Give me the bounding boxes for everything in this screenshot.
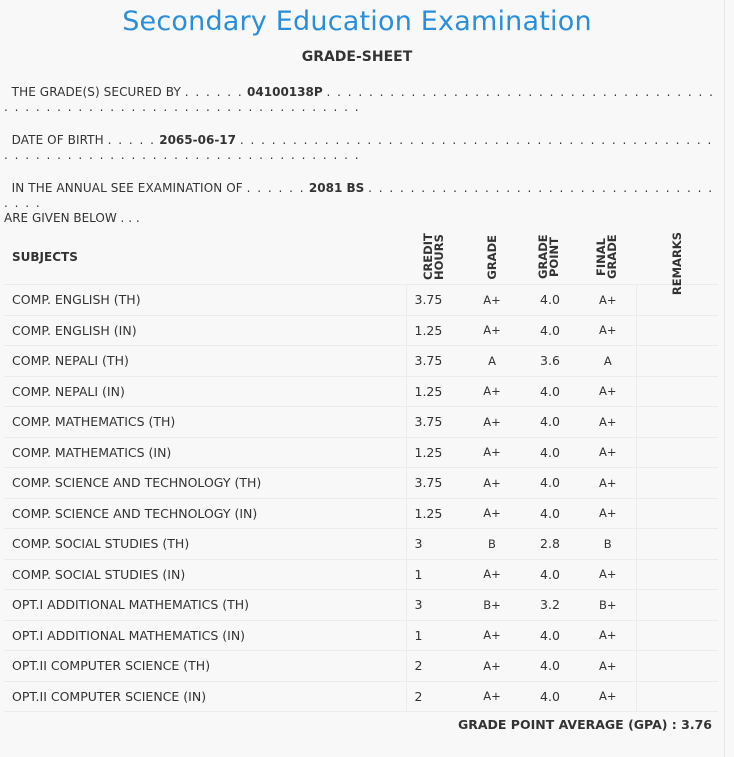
dob-line <box>4 133 716 163</box>
remarks-cell <box>636 590 718 621</box>
credit-cell: 1.25 <box>406 437 464 468</box>
final-grade-cell: A+ <box>580 315 636 346</box>
credit-cell: 3.75 <box>406 346 464 377</box>
grade-cell: A+ <box>464 285 520 316</box>
col-subjects: SUBJECTS <box>4 230 406 285</box>
grade-point-cell: 4.0 <box>520 681 580 712</box>
grades-table <box>4 230 718 712</box>
col-remarks-label: REMARKS <box>669 232 684 296</box>
grade-point-cell: 4.0 <box>520 468 580 499</box>
grade-cell: A+ <box>464 681 520 712</box>
table-header-row <box>4 230 718 285</box>
final-grade-cell: A+ <box>580 681 636 712</box>
grade-cell: A+ <box>464 315 520 346</box>
col-grade-point-label: GRADE POINT <box>536 234 561 280</box>
table-row <box>4 529 718 560</box>
final-grade-cell: A+ <box>580 620 636 651</box>
table-row <box>4 681 718 712</box>
subject-cell: COMP. SCIENCE AND TECHNOLOGY (IN) <box>4 498 406 529</box>
credit-cell: 2 <box>406 651 464 682</box>
col-grade-point <box>520 230 580 285</box>
credit-cell: 3 <box>406 590 464 621</box>
grade-cell: A <box>464 346 520 377</box>
dot-leader: . . . . . . <box>246 181 306 195</box>
dot-leader: . . . . . . <box>184 85 244 99</box>
sheet-title: GRADE-SHEET <box>301 49 413 65</box>
remarks-cell <box>636 468 718 499</box>
remarks-cell <box>636 376 718 407</box>
dot-leader: . . . . . . . . . . . . . . . . . . . . . . . . . . . . . . . . . . . . . <box>4 181 714 210</box>
credit-cell: 3.75 <box>406 407 464 438</box>
credit-cell: 1 <box>406 620 464 651</box>
credit-cell: 3 <box>406 529 464 560</box>
table-row <box>4 651 718 682</box>
subject-cell: COMP. SOCIAL STUDIES (IN) <box>4 559 406 590</box>
remarks-cell <box>636 437 718 468</box>
final-grade-cell: A+ <box>580 468 636 499</box>
col-grade-label: GRADE <box>484 234 499 280</box>
dob-label: DATE OF BIRTH <box>11 133 104 147</box>
final-grade-cell: A+ <box>580 437 636 468</box>
exam-line <box>4 181 716 226</box>
gpa-summary: GRADE POINT AVERAGE (GPA) : 3.76 <box>457 717 712 732</box>
grade-point-cell: 4.0 <box>520 315 580 346</box>
credit-cell: 1.25 <box>406 376 464 407</box>
grade-point-cell: 4.0 <box>520 559 580 590</box>
subject-cell: COMP. MATHEMATICS (IN) <box>4 437 406 468</box>
grade-cell: B+ <box>464 590 520 621</box>
table-row <box>4 590 718 621</box>
table-row <box>4 285 718 316</box>
subject-cell: COMP. SOCIAL STUDIES (TH) <box>4 529 406 560</box>
subject-cell: COMP. ENGLISH (IN) <box>4 315 406 346</box>
col-credit-hours-label: CREDIT HOURS <box>421 233 446 281</box>
exam-label: IN THE ANNUAL SEE EXAMINATION OF <box>11 181 243 195</box>
grade-point-cell: 4.0 <box>520 651 580 682</box>
remarks-cell <box>636 620 718 651</box>
subject-cell: COMP. ENGLISH (TH) <box>4 285 406 316</box>
grade-point-cell: 4.0 <box>520 498 580 529</box>
table-row <box>4 559 718 590</box>
grade-cell: A+ <box>464 468 520 499</box>
remarks-cell <box>636 651 718 682</box>
table-row <box>4 407 718 438</box>
grade-cell: A+ <box>464 559 520 590</box>
final-grade-cell: A+ <box>580 285 636 316</box>
col-final-grade <box>580 230 636 285</box>
remarks-cell <box>636 407 718 438</box>
subject-cell: COMP. MATHEMATICS (TH) <box>4 407 406 438</box>
dot-leader: . . . . . . . . . . . . . . . . . . . . . . . . . . . . . . . . . . . . . . . . . . . . . . . . . . . . . . . . . . . . . . . . . . . . . . . <box>4 85 715 114</box>
credit-cell: 3.75 <box>406 285 464 316</box>
subject-cell: OPT.I ADDITIONAL MATHEMATICS (IN) <box>4 620 406 651</box>
given-below-text: ARE GIVEN BELOW . . . <box>4 211 140 225</box>
remarks-cell <box>636 529 718 560</box>
grade-cell: A+ <box>464 651 520 682</box>
remarks-cell <box>636 315 718 346</box>
grade-cell: A+ <box>464 437 520 468</box>
subject-cell: OPT.II COMPUTER SCIENCE (TH) <box>4 651 406 682</box>
remarks-cell <box>636 498 718 529</box>
col-remarks <box>636 230 718 296</box>
exam-title: Secondary Education Examination <box>122 6 592 37</box>
table-row <box>4 315 718 346</box>
subject-cell: COMP. NEPALI (TH) <box>4 346 406 377</box>
grade-point-cell: 4.0 <box>520 285 580 316</box>
dot-leader: . . . . . <box>107 133 156 147</box>
exam-year: 2081 BS <box>308 181 365 195</box>
dob-value: 2065-06-17 <box>159 133 236 147</box>
table-row <box>4 346 718 377</box>
grade-point-cell: 4.0 <box>520 407 580 438</box>
table-row <box>4 620 718 651</box>
final-grade-cell: A+ <box>580 498 636 529</box>
grade-point-cell: 3.6 <box>520 346 580 377</box>
subject-cell: OPT.I ADDITIONAL MATHEMATICS (TH) <box>4 590 406 621</box>
grade-cell: A+ <box>464 376 520 407</box>
table-row <box>4 498 718 529</box>
grade-cell: A+ <box>464 498 520 529</box>
subject-cell: OPT.II COMPUTER SCIENCE (IN) <box>4 681 406 712</box>
final-grade-cell: A+ <box>580 651 636 682</box>
grade-cell: A+ <box>464 407 520 438</box>
grade-cell: A+ <box>464 620 520 651</box>
final-grade-cell: A+ <box>580 559 636 590</box>
grade-point-cell: 4.0 <box>520 620 580 651</box>
credit-cell: 2 <box>406 681 464 712</box>
subject-cell: COMP. NEPALI (IN) <box>4 376 406 407</box>
grade-point-cell: 2.8 <box>520 529 580 560</box>
final-grade-cell: A <box>580 346 636 377</box>
remarks-cell <box>636 681 718 712</box>
col-grade <box>464 230 520 285</box>
secured-by-line <box>4 85 716 115</box>
secured-by-label: THE GRADE(S) SECURED BY <box>11 85 181 99</box>
remarks-cell <box>636 346 718 377</box>
credit-cell: 1 <box>406 559 464 590</box>
col-credit-hours <box>406 230 464 285</box>
table-row <box>4 376 718 407</box>
grade-point-cell: 3.2 <box>520 590 580 621</box>
table-row <box>4 468 718 499</box>
grade-cell: B <box>464 529 520 560</box>
final-grade-cell: B+ <box>580 590 636 621</box>
grade-point-cell: 4.0 <box>520 437 580 468</box>
table-row <box>4 437 718 468</box>
grade-point-cell: 4.0 <box>520 376 580 407</box>
final-grade-cell: A+ <box>580 407 636 438</box>
symbol-number: 04100138P <box>247 85 323 99</box>
subject-cell: COMP. SCIENCE AND TECHNOLOGY (TH) <box>4 468 406 499</box>
credit-cell: 1.25 <box>406 315 464 346</box>
final-grade-cell: A+ <box>580 376 636 407</box>
credit-cell: 3.75 <box>406 468 464 499</box>
remarks-cell <box>636 559 718 590</box>
col-final-grade-label: FINAL GRADE <box>594 234 619 280</box>
final-grade-cell: B <box>580 529 636 560</box>
credit-cell: 1.25 <box>406 498 464 529</box>
dot-leader: . . . . . . . . . . . . . . . . . . . . . . . . . . . . . . . . . . . . . . . . . . . . . . . . . . . . . . . . . . . . . . . . . . . . . . . . . . . . . . . <box>4 133 713 162</box>
